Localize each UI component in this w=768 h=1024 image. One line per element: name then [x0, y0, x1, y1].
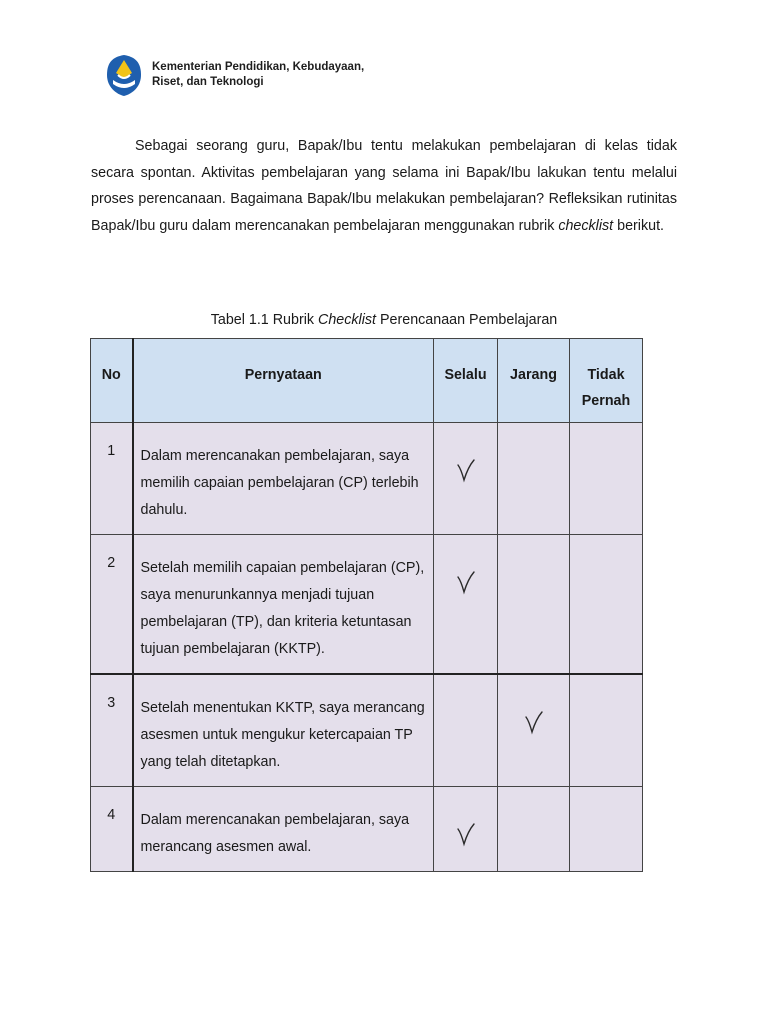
table-caption — [91, 312, 677, 328]
check-cell-jarang — [498, 423, 570, 535]
table-row — [91, 535, 643, 675]
header-no: No — [91, 339, 133, 423]
table-row — [91, 674, 643, 787]
intro-text-end: berikut. — [613, 217, 665, 234]
row-number: 4 — [91, 787, 133, 872]
header-statement: Pernyataan — [133, 339, 434, 423]
checklist-table — [90, 338, 643, 872]
header-rarely: Jarang — [498, 339, 570, 423]
table-header-row — [91, 339, 643, 423]
row-number: 2 — [91, 535, 133, 675]
check-cell-selalu — [434, 674, 498, 787]
header-never-line1: Tidak — [587, 367, 625, 383]
document-header — [104, 53, 364, 97]
institution-name — [152, 60, 364, 90]
intro-text: Sebagai seorang guru, Bapak/Ibu tentu melakukan pembelajaran di kelas tidak secara spontan. Aktivitas pembelajaran yang selama ini Bapak/Ibu lakukan tentu melalui proses perencanaan. Bagaimana Bapak/Ibu melakukan pembelajaran? Refleksikan rutinitas Bapak/Ibu guru dalam merencanakan pembelajaran menggunakan rubrik — [91, 138, 677, 234]
caption-suffix: Perencanaan Pembelajaran — [376, 312, 558, 328]
header-never-line2: Pernah — [581, 393, 631, 409]
row-statement: Setelah menentukan KKTP, saya merancang asesmen untuk mengukur ketercapaian TP yang telah ditetapkan. — [133, 674, 434, 787]
check-cell-tidak-pernah — [570, 423, 643, 535]
institution-line-1: Kementerian Pendidikan, Kebudayaan, — [152, 61, 365, 73]
checkmark-icon — [525, 711, 543, 735]
check-cell-selalu — [434, 535, 498, 675]
checkmark-icon — [457, 459, 475, 483]
caption-emphasis: Checklist — [318, 312, 377, 328]
row-number: 1 — [91, 423, 133, 535]
table-row — [91, 787, 643, 872]
check-cell-jarang — [498, 674, 570, 787]
caption-prefix: Tabel 1.1 Rubrik — [210, 312, 319, 328]
row-statement: Dalam merencanakan pembelajaran, saya memilih capaian pembelajaran (CP) terlebih dahulu. — [133, 423, 434, 535]
checkmark-icon — [457, 823, 475, 847]
ministry-logo-icon — [104, 53, 144, 97]
check-cell-jarang — [498, 787, 570, 872]
check-cell-tidak-pernah — [570, 535, 643, 675]
row-number: 3 — [91, 674, 133, 787]
checkmark-icon — [457, 571, 475, 595]
institution-line-2: Riset, dan Teknologi — [152, 76, 264, 88]
intro-emphasis: checklist — [558, 217, 614, 234]
table-row — [91, 423, 643, 535]
check-cell-selalu — [434, 787, 498, 872]
row-statement: Dalam merencanakan pembelajaran, saya merancang asesmen awal. — [133, 787, 434, 872]
header-never — [570, 339, 643, 423]
check-cell-jarang — [498, 535, 570, 675]
row-statement: Setelah memilih capaian pembelajaran (CP), saya menurunkannya menjadi tujuan pembelajaran (TP), dan kriteria ketuntasan tujuan pembelajaran (KKTP). — [133, 535, 434, 675]
check-cell-tidak-pernah — [570, 674, 643, 787]
intro-paragraph — [91, 133, 677, 239]
check-cell-selalu — [434, 423, 498, 535]
check-cell-tidak-pernah — [570, 787, 643, 872]
header-always: Selalu — [434, 339, 498, 423]
